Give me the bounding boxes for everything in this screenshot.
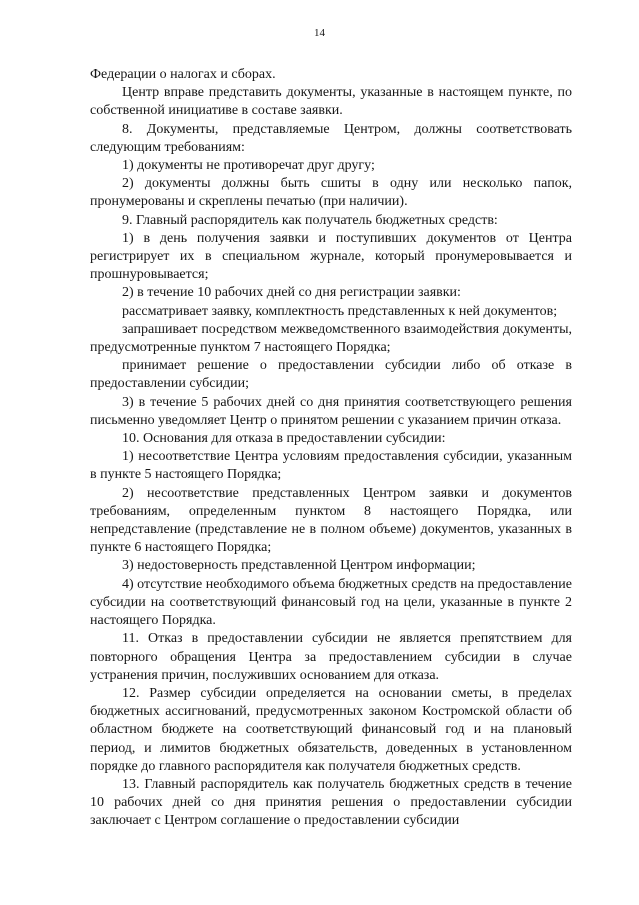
- paragraph: 2) несоответствие представленных Центром заявки и документов требованиям, определенным пунктом 8 настоящего Порядка, или непредставление (представление не в полном объеме) документов, указанных в пункте 6 настоящего Порядка;: [90, 485, 572, 556]
- paragraph: 4) отсутствие необходимого объема бюджетных средств на предоставление субсидии на соответствующий финансовый год на цели, указанные в пункте 2 настоящего Порядка.: [90, 576, 572, 629]
- paragraph: 9. Главный распорядитель как получатель бюджетных средств:: [122, 212, 498, 228]
- paragraph: запрашивает посредством межведомственного взаимодействия документы, предусмотренные пунктом 7 настоящего Порядка;: [90, 321, 572, 356]
- page-number: 14: [314, 27, 325, 39]
- paragraph: 3) в течение 5 рабочих дней со дня принятия соответствующего решения письменно уведомляет Центр о принятом решении с указанием причин отказа.: [90, 394, 572, 428]
- paragraph: Федерации о налогах и сборах.: [90, 67, 276, 82]
- paragraph: 11. Отказ в предоставлении субсидии не является препятствием для повторного обращения Центра за предоставлением субсидии в случае устранения причин, послуживших основанием для отказа.: [90, 631, 572, 683]
- paragraph: рассматривает заявку, комплектность представленных к ней документов;: [122, 303, 558, 319]
- paragraph: 13. Главный распорядитель как получатель бюджетных средств в течение 10 рабочих дней со дня принятия решения о предоставлении субсидии заключает с Центром соглашение о предоставлении субсидии: [90, 776, 572, 829]
- paragraph: 1) в день получения заявки и поступивших документов от Центра регистрирует их в специальном журнале, который пронумеровывается и прошнуровывается;: [90, 230, 572, 283]
- paragraph: 2) в течение 10 рабочих дней со дня регистрации заявки:: [122, 285, 461, 301]
- paragraph: 8. Документы, представляемые Центром, должны соответствовать следующим требованиям:: [90, 121, 572, 155]
- paragraph: 1) несоответствие Центра условиям предоставления субсидии, указанным в пункте 5 настоящего Порядка;: [90, 449, 572, 483]
- document-body: [90, 66, 572, 831]
- paragraph: 2) документы должны быть сшиты в одну или несколько папок, пронумерованы и скреплены печатью (при наличии).: [90, 176, 572, 210]
- paragraph: 10. Основания для отказа в предоставлении субсидии:: [122, 431, 446, 447]
- paragraph: принимает решение о предоставлении субсидии либо об отказе в предоставлении субсидии;: [90, 358, 572, 392]
- paragraph: 1) документы не противоречат друг другу;: [122, 158, 375, 174]
- paragraph: Центр вправе представить документы, указанные в настоящем пункте, по собственной инициативе в составе заявки.: [90, 85, 572, 119]
- paragraph: 12. Размер субсидии определяется на основании сметы, в пределах бюджетных ассигнований, предусмотренных законом Костромской области об областном бюджете на соответствующий финансовый год и на плановый период, и лимитов бюджетных обязательств, доведенных в установленном порядке до главного распорядителя как получателя бюджетных средств.: [90, 685, 572, 774]
- paragraph: 3) недостоверность представленной Центром информации;: [122, 558, 476, 574]
